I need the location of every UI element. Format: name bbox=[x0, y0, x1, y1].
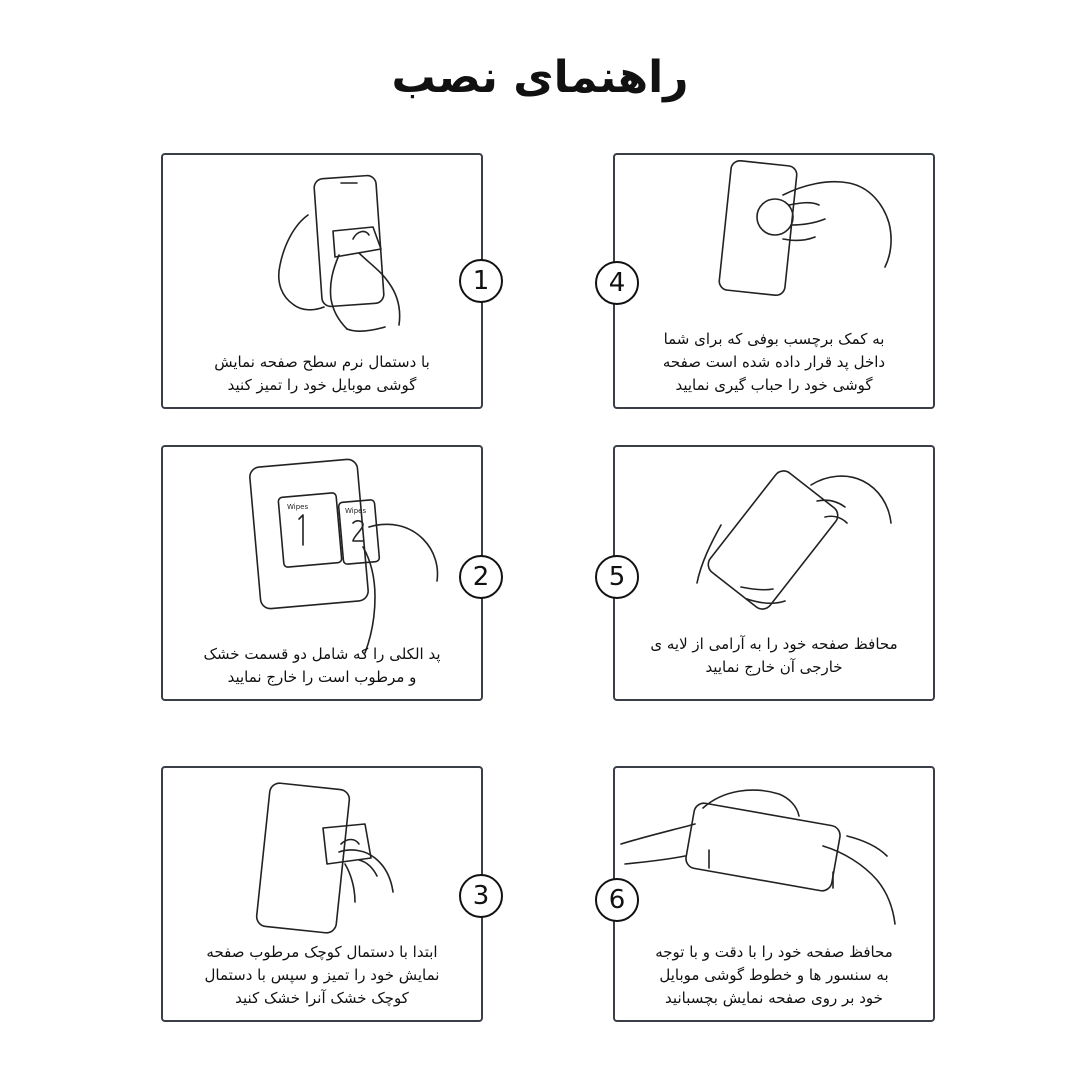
caption-line: محافظ صفحه خود را با دقت و با توجه bbox=[655, 943, 893, 961]
caption-line: با دستمال نرم سطح صفحه نمایش bbox=[214, 353, 430, 371]
caption-line: محافظ صفحه خود را به آرامی از لایه ی bbox=[650, 635, 898, 653]
caption-line: خود بر روی صفحه نمایش بچسبانید bbox=[665, 989, 883, 1007]
caption-line: کوچک خشک آنرا خشک کنید bbox=[235, 989, 409, 1007]
step-caption-4 bbox=[625, 328, 923, 397]
step-number-6: 6 bbox=[595, 878, 639, 922]
caption-line: ابتدا با دستمال کوچک مرطوب صفحه bbox=[206, 943, 438, 961]
caption-line: نمایش خود را تمیز و سپس با دستمال bbox=[204, 966, 440, 984]
step-card-5 bbox=[608, 445, 935, 701]
caption-line: پد الکلی را که شامل دو قسمت خشک bbox=[203, 645, 441, 663]
step-number-1: 1 bbox=[459, 259, 503, 303]
pad-label: Wipes bbox=[345, 507, 367, 515]
caption-line: داخل پد قرار داده شده است صفحه bbox=[662, 353, 886, 371]
caption-line: به کمک برچسب بوفی که برای شما bbox=[663, 330, 885, 348]
pad-label: Wipes bbox=[287, 503, 309, 511]
step-card-2 bbox=[161, 445, 490, 701]
step-caption-3 bbox=[173, 941, 471, 1010]
step-card-4 bbox=[608, 153, 935, 409]
page-title: راهنمای نصب bbox=[391, 52, 689, 103]
step-number-5: 5 bbox=[595, 555, 639, 599]
step-caption-5 bbox=[625, 633, 923, 679]
step-card-1 bbox=[161, 153, 490, 409]
step-caption-6 bbox=[625, 941, 923, 1010]
step-number-4: 4 bbox=[595, 261, 639, 305]
step-caption-2 bbox=[173, 643, 471, 689]
step-number-3: 3 bbox=[459, 874, 503, 918]
step-caption-1 bbox=[173, 351, 471, 397]
caption-line: و مرطوب است را خارج نمایید bbox=[227, 668, 417, 686]
step-number-2: 2 bbox=[459, 555, 503, 599]
caption-line: گوشی موبایل خود را تمیز کنید bbox=[227, 376, 417, 394]
step-card-6 bbox=[608, 766, 935, 1022]
caption-line: گوشی خود را حباب گیری نمایید bbox=[675, 376, 873, 394]
caption-line: به سنسور ها و خطوط گوشی موبایل bbox=[659, 966, 889, 984]
step-card-3 bbox=[161, 766, 490, 1022]
caption-line: خارجی آن خارج نمایید bbox=[705, 658, 843, 676]
